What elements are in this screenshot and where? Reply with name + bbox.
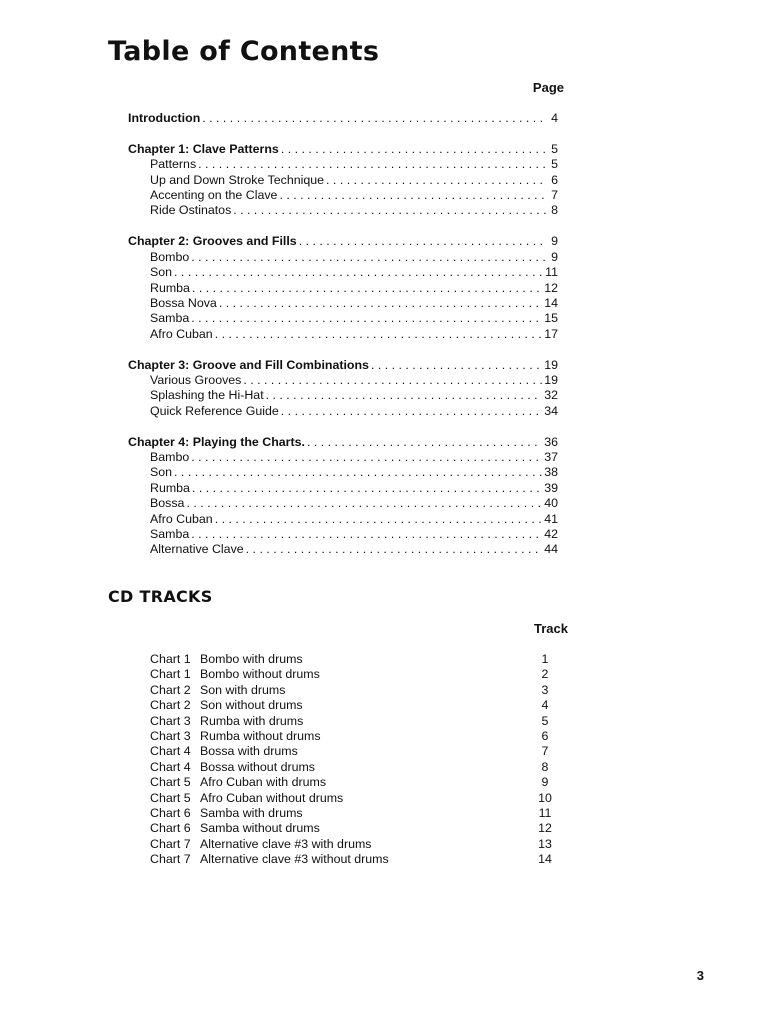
track-number: 7 xyxy=(541,744,549,759)
toc-chapter[interactable] xyxy=(128,142,558,157)
track-chart: Chart 7 xyxy=(150,852,191,867)
track-description: Bossa without drums xyxy=(200,759,316,774)
toc-subentry[interactable] xyxy=(128,296,558,311)
toc-entry-page: 40 xyxy=(544,496,558,511)
toc-entry-page: 36 xyxy=(544,434,558,449)
track-chart: Chart 2 xyxy=(150,698,191,713)
dot-leader xyxy=(371,358,542,373)
track-row xyxy=(150,744,560,759)
toc-entry-title: Afro Cuban xyxy=(150,326,213,341)
toc-subentry[interactable] xyxy=(128,157,558,172)
toc-subentry[interactable] xyxy=(128,265,558,280)
track-description: Samba with drums xyxy=(200,805,303,820)
toc-subentry[interactable] xyxy=(128,496,558,511)
toc-entry-page: 38 xyxy=(544,465,558,480)
toc-entry-page: 14 xyxy=(544,295,558,310)
track-chart: Chart 5 xyxy=(150,775,191,790)
dot-leader xyxy=(243,373,542,388)
toc-entry-title: Samba xyxy=(150,311,190,326)
toc-subentry[interactable] xyxy=(128,250,558,265)
dot-leader xyxy=(191,527,542,542)
toc-entry-page: 15 xyxy=(544,311,558,326)
track-description: Alternative clave #3 without drums xyxy=(200,852,389,867)
toc-subentry[interactable] xyxy=(128,481,558,496)
track-number: 4 xyxy=(541,698,549,713)
track-row xyxy=(150,760,560,775)
track-chart: Chart 1 xyxy=(150,652,191,666)
toc-entry-page: 12 xyxy=(544,280,558,295)
dot-leader xyxy=(215,512,543,527)
dot-leader xyxy=(307,435,542,450)
dot-leader xyxy=(192,281,542,296)
track-row xyxy=(150,683,560,698)
toc-chapter[interactable] xyxy=(128,234,558,249)
track-chart: Chart 4 xyxy=(150,744,191,759)
track-number: 6 xyxy=(541,728,549,743)
toc-subentry[interactable] xyxy=(128,327,558,342)
dot-leader xyxy=(266,388,543,403)
track-chart: Chart 5 xyxy=(150,790,191,805)
dot-leader xyxy=(198,157,546,172)
toc-entry-title: Chapter 1: Clave Patterns xyxy=(128,141,279,156)
track-chart: Chart 1 xyxy=(150,667,191,682)
toc-subentry[interactable] xyxy=(128,404,558,419)
toc-entry-page: 41 xyxy=(544,511,558,526)
track-number: 10 xyxy=(538,790,552,805)
toc-entry-title: Patterns xyxy=(150,157,197,172)
dot-leader xyxy=(192,481,542,496)
track-number: 2 xyxy=(541,667,549,682)
track-description: Afro Cuban with drums xyxy=(200,775,327,790)
toc-entry-page: 19 xyxy=(544,372,558,387)
toc-entry-title: Bombo xyxy=(150,249,190,264)
track-row xyxy=(150,806,560,821)
track-description: Rumba without drums xyxy=(200,728,321,743)
toc-entry-title: Ride Ostinatos xyxy=(150,203,232,218)
track-number: 14 xyxy=(538,852,552,867)
track-description: Bombo without drums xyxy=(200,667,320,682)
track-number: 8 xyxy=(541,759,549,774)
dot-leader xyxy=(219,296,542,311)
track-row xyxy=(150,729,560,744)
toc-entry-title: Son xyxy=(150,465,173,480)
track-number: 11 xyxy=(538,805,552,820)
toc-entry-title: Chapter 2: Grooves and Fills xyxy=(128,234,297,249)
toc-subentry[interactable] xyxy=(128,203,558,218)
toc-entry-page: 5 xyxy=(551,141,558,156)
toc-subentry[interactable] xyxy=(128,542,558,557)
toc-entry-title: Alternative Clave xyxy=(150,542,244,557)
toc-subentry[interactable] xyxy=(128,388,558,403)
track-description: Afro Cuban without drums xyxy=(200,790,344,805)
page-number: 3 xyxy=(696,968,704,983)
page-column-label: Page xyxy=(532,80,564,95)
dot-leader xyxy=(281,142,546,157)
toc-entry-title: Splashing the Hi-Hat xyxy=(150,388,264,403)
track-row xyxy=(150,775,560,790)
track-row xyxy=(150,698,560,713)
dot-leader xyxy=(186,496,542,511)
toc-entry-title: Up and Down Stroke Technique xyxy=(150,172,325,187)
dot-leader xyxy=(215,327,543,342)
track-row xyxy=(150,837,560,852)
track-row xyxy=(150,852,560,867)
toc-entry-title: Bossa xyxy=(150,496,185,511)
toc-subentry[interactable] xyxy=(128,311,558,326)
toc-entry-page: 11 xyxy=(545,265,558,280)
toc-entry-title: Introduction xyxy=(128,111,201,125)
toc-chapter[interactable] xyxy=(128,111,558,126)
dot-leader xyxy=(174,265,543,280)
toc-entry-title: Various Grooves xyxy=(150,372,242,387)
toc-section xyxy=(128,142,558,219)
track-row xyxy=(150,667,560,682)
cd-track-list xyxy=(150,652,560,867)
dot-leader xyxy=(191,450,542,465)
cd-tracks-title: CD TRACKS xyxy=(108,587,213,606)
track-chart: Chart 6 xyxy=(150,805,191,820)
track-chart: Chart 4 xyxy=(150,759,191,774)
dot-leader xyxy=(326,173,546,188)
toc-entry-page: 9 xyxy=(551,249,558,264)
toc-section xyxy=(128,234,558,342)
track-number: 13 xyxy=(538,836,552,851)
toc-entry-title: Rumba xyxy=(150,280,190,295)
toc-entry-title: Son xyxy=(150,265,173,280)
track-number: 1 xyxy=(541,652,549,666)
track-description: Son with drums xyxy=(200,682,286,697)
toc-entry-page: 8 xyxy=(551,203,558,218)
toc-entry-page: 19 xyxy=(544,357,558,372)
toc-subentry[interactable] xyxy=(128,173,558,188)
track-chart: Chart 7 xyxy=(150,836,191,851)
toc-entry-title: Chapter 3: Groove and Fill Combinations xyxy=(128,357,369,372)
toc-entry-title: Bossa Nova xyxy=(150,295,217,310)
dot-leader xyxy=(202,111,546,126)
toc-chapter[interactable] xyxy=(128,435,558,450)
toc-entry-page: 7 xyxy=(551,188,558,203)
toc-entry-page: 6 xyxy=(551,172,558,187)
dot-leader xyxy=(233,203,546,218)
toc-subentry[interactable] xyxy=(128,373,558,388)
track-column-label: Track xyxy=(534,621,568,636)
dot-leader xyxy=(281,404,542,419)
toc-entry-title: Quick Reference Guide xyxy=(150,403,279,418)
toc-entry-title: Rumba xyxy=(150,480,190,495)
track-chart: Chart 2 xyxy=(150,682,191,697)
toc-entry-page: 34 xyxy=(544,403,558,418)
track-description: Alternative clave #3 with drums xyxy=(200,836,372,851)
toc-entry-page: 42 xyxy=(544,526,558,541)
toc-entry-title: Chapter 4: Playing the Charts. xyxy=(128,434,305,449)
track-row xyxy=(150,791,560,806)
track-description: Samba without drums xyxy=(200,821,320,836)
toc-section xyxy=(128,358,558,420)
toc-subentry[interactable] xyxy=(128,281,558,296)
track-number: 3 xyxy=(541,682,549,697)
track-chart: Chart 3 xyxy=(150,713,191,728)
dot-leader xyxy=(299,234,546,249)
toc-subentry[interactable] xyxy=(128,450,558,465)
toc-entry-page: 17 xyxy=(544,326,558,341)
toc-subentry[interactable] xyxy=(128,527,558,542)
toc-entry-page: 4 xyxy=(551,111,558,125)
toc-entry-title: Bambo xyxy=(150,450,190,465)
toc-entry-page: 44 xyxy=(544,542,558,557)
track-number: 12 xyxy=(538,821,552,836)
track-description: Bombo with drums xyxy=(200,652,303,666)
track-description: Son without drums xyxy=(200,698,303,713)
toc-subentry[interactable] xyxy=(128,188,558,203)
toc-entry-page: 37 xyxy=(544,450,558,465)
track-number: 9 xyxy=(541,775,549,790)
toc-section xyxy=(128,111,558,126)
toc-subentry[interactable] xyxy=(128,512,558,527)
dot-leader xyxy=(191,250,546,265)
dot-leader xyxy=(174,465,542,480)
dot-leader xyxy=(279,188,546,203)
toc-entry-title: Samba xyxy=(150,526,190,541)
toc-entry-page: 39 xyxy=(544,480,558,495)
dot-leader xyxy=(246,542,543,557)
track-description: Bossa with drums xyxy=(200,744,298,759)
toc-subentry[interactable] xyxy=(128,465,558,480)
toc-entry-title: Afro Cuban xyxy=(150,511,213,526)
dot-leader xyxy=(191,311,542,326)
toc-entry-page: 5 xyxy=(551,157,558,172)
toc-section xyxy=(128,435,558,558)
track-row xyxy=(150,714,560,729)
track-row xyxy=(150,652,560,667)
track-chart: Chart 6 xyxy=(150,821,191,836)
track-number: 5 xyxy=(541,713,549,728)
toc-chapter[interactable] xyxy=(128,358,558,373)
page-title: Table of Contents xyxy=(108,36,380,67)
table-of-contents xyxy=(128,111,558,573)
track-description: Rumba with drums xyxy=(200,713,304,728)
track-chart: Chart 3 xyxy=(150,728,191,743)
toc-entry-page: 32 xyxy=(544,388,558,403)
track-row xyxy=(150,821,560,836)
toc-entry-title: Accenting on the Clave xyxy=(150,188,278,203)
toc-entry-page: 9 xyxy=(551,234,558,249)
